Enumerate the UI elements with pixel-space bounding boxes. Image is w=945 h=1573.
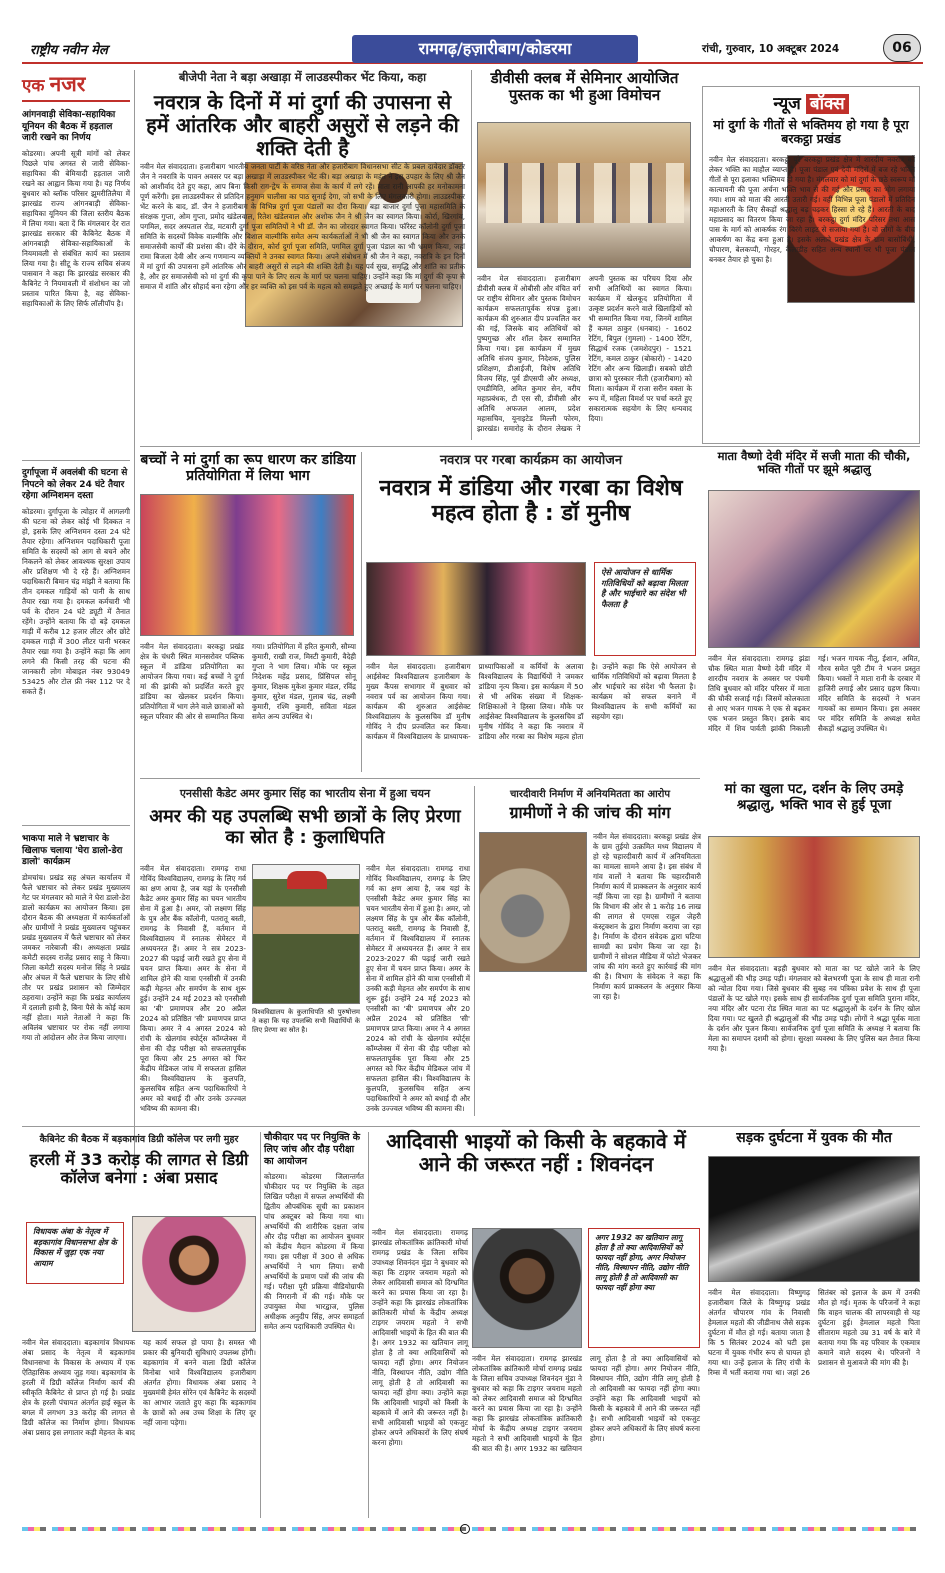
vaishno-story [708,450,920,772]
college-kicker: कैबिनेट की बैठक में बड़कागांव डिग्री कॉलेज पर लगी मुहर [39,1134,239,1145]
pat-photo [708,836,920,958]
footer-registration-bar [22,1524,920,1534]
item-body: कोडरमा। अपनी सूत्री मांगों को लेकर पिछले पांच अगस्त से जारी सेविका-सहायिका की बेमियादी हड़ताल जारी रखने का आह्वान किया गया है। यह निर्णय बुधवार को ब्लॉक परिसर झुमरीतिलैया में झारखंड राज्य आंगनबाड़ी सेविका-सहायिका यूनियन की जिला स्तरीय बैठक में लिया गया। बता दें कि मंगलवार देर रात झारखंड सरकार की कैबिनेट बैठक में आंगनबाड़ी सेविका-सहायिकाओं के नियमावली से संबंधित कार्य का प्रस्ताव लिया गया है। सीटू के राज्य सचिव संजय पासवान ने कहा कि झारखंड सरकार की कैबिनेट ने नियमावली में संशोधन का जो प्रस्ताव पारित किया है, वह सेविका-सहायिकाओं के लिए सिर्फ लॉलीपॉप है। [22,148,130,308]
dvc-story [477,70,692,440]
amba-prasad-photo [132,1216,256,1332]
region-banner [352,35,638,63]
adivasi-body: नवीन मेल संवाददाता। रामगढ़ झारखंड लोकतांत्रिक क्रांतिकारी मोर्चा रामगढ़ प्रखंड के जिला सचिव उपाध्यक्ष शिवनंदन मुंडा ने बुधवार को कहा कि टाइगर जयराम महतो को लेकर आदिवासी समाज को दिग्भ्रमित करने का प्रयास किया जा रहा है। उन्होंने कहा कि झारखंड लोकतांत्रिक क्रांतिकारी मोर्चा के केंद्रीय अध्यक्ष टाइगर जयराम महतो ने सभी आदिवासी भाइयों के हित की बात की है। अगर 1932 का खतियान लागू होता है तो क्या आदिवासियों को फायदा नहीं होगा। अगर नियोजन नीति, विस्थापन नीति, उद्योग नीति लागू होती है तो आदिवासी का फायदा नहीं होगा क्या। उन्होंने कहा कि आदिवासी भाइयों को किसी के बहकावे में आने की जरूरत नहीं है। सभी आदिवासी भाइयों को एकजुट होकर अपने अधिकारों के लिए संघर्ष करना होगा। [372,1228,468,1447]
dandiya-kids-body: नवीन मेल संवाददाता। बरकट्ठा प्रखंड क्षेत्र के चंधरी स्थित मानसरोवर पब्लिक स्कूल में डांडिया प्रतियोगिता का आयोजन किया गया। कई बच्चों ने दुर्गा मां की झांकी को प्रदर्शित करते हुए डांडिया का खेलकर प्रदर्शन किया। प्रतियोगिता में भाग लेने वाले छात्राओं को स्कूल परिवार की ओर से सम्मानित किया गया। प्रतियोगिता में हरित कुमारी, सौम्या कुमारी, राखी राज, मिस्टी कुमारी, वैदेही गुप्ता ने भाग लिया। मौके पर स्कूल निदेशक महेंद्र प्रसाद, प्रिंसिपल सोनू कुमार, शिक्षक मुकेश कुमार मंडल, रविंद्र कुमार, सुरेश मंडल, गुलाब चंद्र, लक्ष्मी कुमारी, रश्मि कुमारी, सविता मंडल समेत अन्य उपस्थित थे। [140,642,356,721]
lead-kicker: बीजेपी नेता ने बड़ा अखाड़ा में लाउडस्पीकर भेंट किया, कहा [178,70,427,84]
region-title: रामगढ़/हज़ारीबाग/कोडरमा [418,39,572,58]
item-body: डोमचांच। प्रखंड सह अंचल कार्यालय में फैले भ्रष्टाचार को लेकर प्रखंड मुख्यालय गेट पर मंगलवार को माले ने घेरा डालो-डेरा डालो कार्यक्रम का आयोजन किया। इस दौरान बैठक की अध्यक्षता में कार्यकर्ताओं और ग्रामीणों ने प्रखंड मुख्यालय पहुंचकर प्रखंड मुख्यालय में फैले भ्रष्टाचार को लेकर जमकर नारेबाजी की। अध्यक्षता प्रखंड कमेटी सदस्य राजेंद्र प्रसाद साहू ने किया। जिला कमेटी सदस्य मनोज सिंह ने प्रखंड और अंचल में फैले भ्रष्टाचार के लिए सीधे तौर पर प्रखंड प्रशासन को जिम्मेदार ठहराया। उन्होंने कहा कि प्रखंड कार्यालय में दलाली हावी है, बिना पैसे के कोई काम नहीं होता। माले नेताओं ने कहा कि अविलंब भ्रष्टाचार पर रोक नहीं लगाया गया तो आंदोलन और तेज किया जाएगा। [22,872,130,1042]
news-box-headline: मां दुर्गा के गीतों से भक्तिमय हो गया है पूरा बरकट्ठा प्रखंड [713,117,909,147]
news-box-body: नवीन मेल संवाददाता। बरकट्ठा पूरे बरकट्ठा प्रखंड क्षेत्र में शारदीय नवरात्र को लेकर भक्ति का माहौल व्याप्त है। पूजा पंडाल एवं देवी मंदिरों में बज रहे भक्ति गीतों से पूरा इलाका भक्तिमय हो गया है। मंगलवार को मां दुर्गा के छठे स्वरूप मां कात्यायनी की पूजा अर्चना भक्ति भाव से की गई और प्रसाद का भोग लगाया गया। शाम को माता की आरती उतारी गई। वहीं विभिन्न पूजा पंडालों में प्रतिदिन महाआरती के लिए सैकड़ों श्रद्धालु बढ़ चढ़कर हिस्सा ले रहे हैं। आरती के बाद महाप्रसाद का वितरण किया जा रहा है। बरकट्ठा दुर्गा मंदिर परिसर तथा आस पास के मार्ग को आकर्षक रंग बिरंगे लाइट से सजाया गया है। वो लोगों के बीच आकर्षण का केंद्र बना हुआ है। इसके अलावे प्रखंड क्षेत्र के ग्राम बासोबिंधी, चौपारण, बेलकप्पी, गोरहर, कैलाडीह सहित अन्य स्थानों पर भी पूजा पंडाल बनकर तैयार हो चुका है। [709,155,915,264]
vaishno-body: नवीन मेल संवाददाता। रामगढ़ झंडा चौक स्थित माता वैष्णो देवी मंदिर में शारदीय नवरात्र के अवसर पर पंचमी तिथि बुधवार को मंदिर परिसर में माता की चौकी सजाई गई। जिसमें कोलकाता से आए भजन गायक ने एक से बढ़कर एक भजन प्रस्तुत किए। इसके बाद मंदिर में शिव पार्वती झांकी निकाली गई। भजन गायक नीतू, ईशान, अमित, गौरव समेत पूरी टीम ने भजन प्रस्तुत किया। भक्तों ने माता रानी के दरबार में हाजिरी लगाई और प्रसाद ग्रहण किया। मंदिर समिति के सदस्यों ने भजन गायकों का सम्मान किया। इस अवसर पर मंदिर समिति के अध्यक्ष समेत सैकड़ों श्रद्धालु उपस्थित थे। [708,654,920,733]
page-number: 06 [892,40,912,56]
accident-story [708,1130,920,1518]
college-body: नवीन मेल संवाददाता। बड़कागांव विधायक अंबा प्रसाद के नेतृत्व में बड़कागांव विधानसभा के विकास के अध्याय में एक ऐतिहासिक अध्याय जुड़ गया। बड़कागांव के हरली में डिग्री कॉलेज निर्माण कार्य की स्वीकृति कैबिनेट से प्राप्त हो गई है। प्रखंड क्षेत्र के हरली पंचायत अंतर्गत हाई स्कूल के बगल में लगभग 33 करोड़ की लागत से डिग्री कॉलेज का निर्माण होगा। विधायक अंबा प्रसाद इस लगातार कड़ी मेहनत के बाद यह कार्य सफल हो पाया है। समस्त भी प्रकार की बुनियादी सुविधाएं उपलब्ध होंगी। बड़कागांव में बनने वाला डिग्री कॉलेज विनोबा भावे विश्वविद्यालय हजारीबाग अंतर्गत होगा। विधायक अंबा प्रसाद ने मुख्यमंत्री हेमंत सोरेन एवं कैबिनेट के सदस्यों का आभार जताते हुए कहा कि बड़कागांव के छात्रों को अब उच्च शिक्षा के लिए दूर नहीं जाना पड़ेगा। [22,1338,256,1437]
dandiya-kids-headline: बच्चों ने मां दुर्गा का रूप धारण कर डांडिया प्रतियोगिता में लिया भाग [140,452,356,485]
chardiwari-kicker: चारदीवारी निर्माण में अनियमितता का आरोप [509,789,671,800]
news-label: न्यूज [773,94,801,114]
garba-quote: ऐसे आयोजन से धार्मिक गतिविधियों को बढ़ावा मिलता है और भाईचारे का संदेश भी फैलता है [594,562,696,656]
adivasi-headline: आदिवासी भाइयों को किसी के बहकावे में आने की जरूरत नहीं : शिवनंदन [386,1129,686,1176]
accident-photo [708,1156,920,1282]
garba-photo [366,562,586,656]
ek-nazar-item [22,110,130,454]
vaishno-photo [708,490,920,648]
college-story [22,1132,256,1518]
shivnandan-photo [472,1228,582,1348]
lead-headline: नवरात्र के दिनों में मां दुर्गा की उपासना से हमें आंतरिक और बाहरी असुरों से लड़ने की शक्ति देती है [146,90,459,160]
ncc-kicker: एनसीसी कैडेट अमर कुमार सिंह का भारतीय सेना में हुआ चयन [179,787,431,800]
nazar-label: नजर [49,72,86,96]
item-headline: दुर्गापूजा में अवलंबी की घटना से निपटने को लेकर 24 घंटे तैयार रहेगा अग्निशमन दस्ता [22,468,128,501]
ek-nazar-item [22,834,130,1173]
garba-body: नवीन मेल संवाददाता। हजारीबाग आईसेक्ट विश्वविद्यालय हजारीबाग के मुख्य कैंपस सभागार में बुधवार को नवरात्र पर्व का आयोजन किया गया। कार्यक्रम की शुरुआत आईसेक्ट विश्वविद्यालय के कुलसचिव डॉ मुनीष गोविंद ने दीप प्रज्वलित कर किया। कार्यक्रम में विश्वविद्यालय के प्राध्यापक-प्राध्यापिकाओं व कर्मियों के अलावा विश्वविद्यालय के विद्यार्थियों ने जमकर डांडिया नृत्य किया। इस कार्यक्रम में 50 से भी अधिक संख्या में शिक्षक-शिक्षिकाओं ने हिस्सा लिया। मौके पर आईसेक्ट विश्वविद्यालय के कुलसचिव डॉ मुनीष गोविंद ने कहा कि नवरात्र में डांडिया और गरबा का विशेष महत्व होता है। उन्होंने कहा कि ऐसे आयोजन से धार्मिक गतिविधियों को बढ़ावा मिलता है और भाईचारे का संदेश भी फैलता है। कार्यक्रम को सफल बनाने में विश्वविद्यालय के सभी कर्मियों का सहयोग रहा। [366,662,696,741]
dvc-body: नवीन मेल संवाददाता। हजारीबाग डीवीसी क्लब में ओबीसी और वंचित वर्ग पर राष्ट्रीय सेमिनार और पुस्तक विमोचन कार्यक्रम सफलतापूर्वक संपन्न हुआ। कार्यक्रम की शुरुआत दीप प्रज्वलित कर की गई, जिसके बाद अतिथियों को पुष्पगुच्छ और शॉल देकर सम्मानित किया गया। इस कार्यक्रम में मुख्य अतिथि संजय कुमार, निदेशक, पुलिस प्रशिक्षण, डीआईजी, विशेष अतिथि विजय सिंह, पूर्व डीएसपी और अध्यक्ष, एमडीमिति, अमित कुमार सेन, वरीय महाप्रबंधक, टी एस सी, डीवीसी और अतिथि अफजल आलम, प्रदेश महासचिव, यूनाइटेड मिल्ली फोरम, झारखंड। समारोह के दौरान लेखक ने अपनी पुस्तक का परिचय दिया और सभी अतिथियों का स्वागत किया। कार्यक्रम में खेलकूद प्रतियोगिता में उत्कृष्ट प्रदर्शन करने वाले खिलाड़ियों को भी सम्मानित किया गया, जिनमें शामिल हैं कमल ठाकुर (धनबाद) - 1602 रेटिंग, बिपुल (गुमला) - 1400 रेटिंग, सिद्धार्थ रजक (जमशेदपुर) - 1521 रेटिंग, कमल ठाकुर (बोकारो) - 1420 रेटिंग और अन्य खिलाड़ी। सबको छोटी छात्रा को पुरस्कार नीती (हजारीबाग) को मिला। कार्यक्रम में राजा सरीन वक्ता के रूप में, महिला विमर्श पर चर्चा करते हुए सकारात्मक सहयोग के लिए धन्यवाद दिया। [477,274,692,433]
item-headline: आंगनवाड़ी सेविका-सहायिका यूनियन की बैठक में हड़ताल जारी रखने का निर्णय [22,110,116,143]
pat-story [708,782,920,1122]
ek-nazar-label [22,70,130,102]
ncc-photo-caption: विश्वविद्यालय के कुलाधिपति श्री पुरुषोत्तम ने कहा कि यह उपलब्धि सभी विद्यार्थियों के लिए प्रेरणा का स्रोत है। [252,1008,360,1034]
adivasi-quote: अगर 1932 का खतियान लागू होता है तो क्या आदिवासियों को फायदा नहीं होगा, अगर नियोजन नीति, विस्थापन नीति, उद्योग नीति लागू होती है तो आदिवासी का फायदा नहीं होगा क्या [588,1228,700,1348]
accident-body: नवीन मेल संवाददाता। विष्णुगढ़ हजारीबाग जिले के विष्णुगढ़ प्रखंड अंतर्गत चौपारण गांव के निवासी हेमलाल महतो की जीडीनाथ जैसे सड़क दुर्घटना में मौत हो गई। बताया जाता है कि 5 सितंबर 2024 को घटी इस घटना में युवक गंभीर रूप से घायल हो गया था। उन्हें इलाज के लिए रांची के रिम्स में भर्ती कराया गया था। जहां 26 सितंबर को इलाज के क्रम में उनकी मौत हो गई। मृतक के परिजनों ने कहा कि वाहन चालक की लापरवाही से यह दुर्घटना हुई। हेमलाल महतो पिता सीताराम महतो उम्र 31 वर्ष के बारे में बताया गया कि वह परिवार के एकमात्र कमाने वाले सदस्य थे। परिजनों ने प्रशासन से मुआवजे की मांग की है। [708,1288,920,1377]
exam-story [264,1132,364,1518]
exam-body: कोडरमा। कोडरमा जिलान्तर्गत चौकीदार पद पर नियुक्ति के तहत लिखित परीक्षा में सफल अभ्यर्थियों की द्वितीय औपबंधिक सूची का प्रकाशन पांच अक्टूबर को किया गया था। अभ्यर्थियों की शारीरिक दक्षता जांच और दौड़ परीक्षा का आयोजन बुधवार को केंद्रीय मैदान कोडरमा में किया गया। इस परीक्षा में 300 से अधिक अभ्यर्थियों ने भाग लिया। सभी अभ्यर्थियों के प्रमाण पत्रों की जांच की गई। परीक्षा पूरी प्रक्रिया वीडियोग्राफी की निगरानी में की गई। मौके पर उपायुक्त मेघा भारद्वाज, पुलिस अधीक्षक अनुदीप सिंह, अपर समाहर्ता समेत अन्य पदाधिकारी उपस्थित थे। [264,1172,364,1331]
item-headline: भाकपा माले ने भ्रष्टाचार के खिलाफ चलाया 'घेरा डालो-डेरा डालो' कार्यक्रम [22,834,123,867]
vaishno-headline: माता वैष्णो देवी मंदिर में सजी माता की चौकी, भक्ति गीतों पर झूमे श्रद्धालु [717,449,911,477]
chardiwari-headline: ग्रामीणों ने की जांच की मांग [509,803,671,822]
dvc-headline: डीवीसी क्लब में सेमिनार आयोजित पुस्तक का भी हुआ विमोचन [490,69,679,105]
garba-story [366,450,696,772]
ek-nazar-item [22,468,130,797]
garba-headline: नवरात्र में डांडिया और गरबा का विशेष महत्व होता है : डॉ मुनीष [379,476,683,527]
box-label: बॉक्स [806,94,849,114]
exam-headline: चौकीदार पद पर नियुक्ति के लिए जांच और दौड़ परीक्षा का आयोजन [264,1132,361,1167]
ek-label: एक [22,76,45,96]
ncc-cadet-photo [252,864,360,1004]
page-number-badge [883,34,921,62]
newspaper-logo: राष्ट्रीय नवीन मेल [30,43,108,58]
garba-kicker: नवरात्र पर गरबा कार्यक्रम का आयोजन [439,453,623,468]
lead-story [140,70,465,440]
college-headline: हरली में 33 करोड़ की लागत से डिग्री कॉलेज बनेगा : अंबा प्रसाद [29,1150,249,1188]
dandiya-kids-photo [140,494,354,636]
dandiya-kids-story [140,452,356,772]
ek-nazar-column [22,70,130,1190]
ncc-headline: अमर की यह उपलब्धि सभी छात्रों के लिए प्रेरणा का स्रोत है : कुलाधिपति [149,806,461,848]
ncc-story [140,786,470,1116]
accident-headline: सड़क दुर्घटना में युवक की मौत [736,1130,892,1146]
college-quote: विधायक अंबा के नेतृत्व में बड़कागांव विधानसभा क्षेत्र के विकास में जुड़ा एक नया आयाम [26,1222,124,1284]
news-box-label [703,91,919,114]
pat-headline: मां का खुला पट, दर्शन के लिए उमड़े श्रद्धालु, भक्ति भाव से हुई पूजा [724,781,904,813]
masthead [22,34,923,64]
chardiwari-story [479,786,701,1116]
adivasi-body-continued: नवीन मेल संवाददाता। रामगढ़ झारखंड लोकतांत्रिक क्रांतिकारी मोर्चा रामगढ़ प्रखंड के जिला सचिव उपाध्यक्ष शिवनंदन मुंडा ने बुधवार को कहा कि टाइगर जयराम महतो को लेकर आदिवासी समाज को दिग्भ्रमित करने का प्रयास किया जा रहा है। उन्होंने कहा कि झारखंड लोकतांत्रिक क्रांतिकारी मोर्चा के केंद्रीय अध्यक्ष टाइगर जयराम महतो ने सभी आदिवासी भाइयों के हित की बात की है। अगर 1932 का खतियान लागू होता है तो क्या आदिवासियों को फायदा नहीं होगा। अगर नियोजन नीति, विस्थापन नीति, उद्योग नीति लागू होती है तो आदिवासी का फायदा नहीं होगा क्या। उन्होंने कहा कि आदिवासी भाइयों को किसी के बहकावे में आने की जरूरत नहीं है। सभी आदिवासी भाइयों को एकजुट होकर अपने अधिकारों के लिए संघर्ष करना होगा। [472,1354,700,1453]
ncc-body: नवीन मेल संवाददाता। रामगढ़ राधा गोविंद विश्वविद्यालय, रामगढ़ के लिए गर्व का क्षण आया है, जब यहां के एनसीसी कैडेट अमर कुमार सिंह का चयन भारतीय सेना में हुआ है। अमर, जो लक्ष्मण सिंह के पुत्र और बैंक कॉलोनी, पतरातू बस्ती, रामगढ़ के निवासी हैं, वर्तमान में विश्वविद्यालय में स्नातक सेमेस्टर में अध्ययनरत हैं। अमर ने सत्र 2023-2027 की पढ़ाई जारी रखते हुए सेना में चयन प्राप्त किया। अमर के सेना में शामिल होने की यात्रा एनसीसी में उनकी कड़ी मेहनत और समर्पण के साथ शुरू हुई। उन्होंने 24 मई 2023 को एनसीसी का 'बी' प्रमाणपत्र और 20 अप्रैल 2024 को प्रतिष्ठित 'सी' प्रमाणपत्र प्राप्त किया। अमर ने 4 अगस्त 2024 को रांची के खेलगांव स्पोर्ट्स कॉम्प्लेक्स में सेना की दौड़ परीक्षा को सफलतापूर्वक पूरा किया और 25 अगस्त को फिर केंद्रीय मेडिकल जांच में सफलता हासिल की। विश्वविद्यालय के कुलपति, कुलसचिव सहित अन्य पदाधिकारियों ने अमर को बधाई दी और उनके उज्ज्वल भविष्य की कामना की। [140,864,246,1113]
ncc-body-continued: नवीन मेल संवाददाता। रामगढ़ राधा गोविंद विश्वविद्यालय, रामगढ़ के लिए गर्व का क्षण आया है, जब यहां के एनसीसी कैडेट अमर कुमार सिंह का चयन भारतीय सेना में हुआ है। अमर, जो लक्ष्मण सिंह के पुत्र और बैंक कॉलोनी, पतरातू बस्ती, रामगढ़ के निवासी हैं, वर्तमान में विश्वविद्यालय में स्नातक सेमेस्टर में अध्ययनरत हैं। अमर ने सत्र 2023-2027 की पढ़ाई जारी रखते हुए सेना में चयन प्राप्त किया। अमर के सेना में शामिल होने की यात्रा एनसीसी में उनकी कड़ी मेहनत और समर्पण के साथ शुरू हुई। उन्होंने 24 मई 2023 को एनसीसी का 'बी' प्रमाणपत्र और 20 अप्रैल 2024 को प्रतिष्ठित 'सी' प्रमाणपत्र प्राप्त किया। अमर ने 4 अगस्त 2024 को रांची के खेलगांव स्पोर्ट्स कॉम्प्लेक्स में सेना की दौड़ परीक्षा को सफलतापूर्वक पूरा किया और 25 अगस्त को फिर केंद्रीय मेडिकल जांच में सफलता हासिल की। विश्वविद्यालय के कुलपति, कुलसचिव सहित अन्य पदाधिकारियों ने अमर को बधाई दी और उनके उज्ज्वल भविष्य की कामना की। [366,864,470,1113]
chardiwari-body: नवीन मेल संवाददाता। बरकट्ठा प्रखंड क्षेत्र के ग्राम तुईयो उत्क्रमित मध्य विद्यालय में हो रहे चहारदीवारी कार्य में अनियमितता का मामला सामने आया है। इस संबंध में गांव वालों ने बताया कि चहारदीवारी निर्माण कार्य में प्राक्कलन के अनुसार कार्य नहीं किया जा रहा है। ग्रामीणों ने बताया कि विभाग की ओर से 1 करोड़ 16 लाख की लागत से एमएस राहुल जेहरी कंस्ट्रक्शन के द्वारा निर्माण कराया जा रहा है। निर्माण के दौरान संवेदक द्वारा घटिया सामग्री का प्रयोग किया जा रहा है। ग्रामीणों ने सोशल मीडिया में फोटो भेजकर जांच की मांग करते हुए कार्रवाई की मांग की है। विभाग के संवेदक ने कहा कि निर्माण कार्य प्राक्कलन के अनुसार किया जा रहा है। [593,832,701,1001]
dvc-photo [477,122,691,268]
item-body: कोडरमा। दुर्गापूजा के त्योहार में आगलगी की घटना को लेकर कोई भी दिक्कत न हो, इसके लिए अग्निशमन दस्ता 24 घंटे तैयार रहेगा। अग्निशमन पदाधिकारी पूजा समिति के सदस्यों को आग से बचने और निकलने को लेकर आवश्यक सुरक्षा उपाय और प्रशिक्षण भी दे रहे हैं। अग्निशमन पदाधिकारी बिमान चंद्र मांझी ने बताया कि तीन दमकल गाड़ियों को पानी के साथ तैयार रखा गया है। दमकल कर्मचारी भी पर्व के दौरान 24 घंटे ड्यूटी में तैनात रहेंगे। उन्होंने बताया कि दो बड़े दमकल गाड़ी में करीब 12 हजार लीटर और छोटे दमकल गाड़ी में 300 लीटर पानी भरकर तैयार रखा गया है। उन्होंने कहा कि आग लगने की किसी तरह की घटना की जानकारी लोग मोबाइल नंबर 93049 53425 और टोल फ्री नंबर 112 पर दे सकते हैं। [22,506,130,696]
pat-body: नवीन मेल संवाददाता। बड़ही बुधवार को माता का पट खोले जाने के लिए श्रद्धालुओं की भीड़ उमड़ पड़ी। मंगलवार को बेलभरणी पूजा के साथ ही माता रानी को न्योता दिया गया। जिसे बुधवार की सुबह नव पत्रिका प्रवेश के साथ ही पूजा पंडालों के पट खोले गए। इसके साथ ही सार्वजनिक दुर्गा पूजा समिति पुराना मंदिर, नया मंदिर और पटना रोड स्थित माता का पट श्रद्धालुओं के दर्शन के लिए खोल दिया गया। पट खुलते ही श्रद्धालुओं की भीड़ उमड़ पड़ी। लोगों ने श्रद्धा पूर्वक माता के दर्शन और पूजन किया। सार्वजनिक दुर्गा पूजा समिति के अध्यक्ष ने बताया कि मेला का समापन दशमी को होगा। सुरक्षा व्यवस्था के लिए पुलिस बल तैनात किया गया है। [708,964,920,1053]
adivasi-story [372,1130,700,1518]
dateline: रांची, गुरुवार, 10 अक्टूबर 2024 [702,43,840,55]
news-box [702,86,920,444]
lead-body: नवीन मेल संवाददाता। हजारीबाग भारतीय जनता पार्टी के वरिष्ठ नेता और हजारीबाग विधानसभा सीट के प्रबल दावेदार डॉक्टर जैन ने नवरात्रि के पावन अवसर पर बड़ा अखाड़ा में लाउडस्पीकर भेंट की। बड़ा अखाड़ा के महंत ने इस उपहार के लिए श्री जैन को आशीर्वाद देते हुए कहा, आप बिना किसी राग-द्वेष के समाज सेवा के कार्य में लगे रहें। माता रानी आपकी हर मनोकामना पूर्ण करेंगी। इस लाउडस्पीकर से प्रतिदिन हनुमान चालीसा का पाठ सुनाई देगा, जो सभी के लिए मंगलकारी होगा। लाउडस्पीकर भेंट करने के बाद, डॉ. जैन ने हजारीबाग के विभिन्न दुर्गा पूजा पंडालों का दौरा किया। बड़ा बाजार दुर्गा पूजा महासमिति के संरक्षक गुप्ता, ओम गुप्ता, प्रमोद खंडेलवाल, रितेश खंडेलवाल और अशोक जैन ने श्री जैन का स्वागत किया। कोर्रा, खिरगांव, पगमिल, सदर अस्पताल रोड, मटवारी दुर्गा पूजा समितियों ने भी डॉ. जैन का जोरदार स्वागत किया। फॉरेस्ट कॉलोनी दुर्गा पूजा समिति के सदस्यों विवेक वाल्मीकि और बिशाल वाल्मीकि समेत अन्य कार्यकर्ताओं ने भी श्री जैन का स्वागत किया और उनके समाजसेवी कार्यों की प्रशंसा की। दौरे के दौरान, कोर्रा दुर्गा पूजा समिति, पगमिल दुर्गा पूजा पंडाल का भी भ्रमण किया, जहां रामा बिजला देवी और अन्य गणमान्य व्यक्तियों ने उनका स्वागत किया। अपने संबोधन में श्री जैन ने कहा, नवरात्रि के इन दिनों में मां दुर्गा की उपासना हमें आंतरिक और बाहरी असुरों से लड़ने की शक्ति देती है। यह पर्व सुख, समृद्धि और शांति का प्रतीक है, और हर समाजसेवी को मां दुर्गा की कृपा पाने के लिए सत्य के मार्ग पर चलना चाहिए। उन्होंने कहा कि मां दुर्गा की कृपा से समाज में शांति और सौहार्द बना रहेगा और हर व्यक्ति को इस पर्व के महत्व को समझते हुए अच्छाई के मार्ग पर चलना चाहिए। [140,162,465,291]
